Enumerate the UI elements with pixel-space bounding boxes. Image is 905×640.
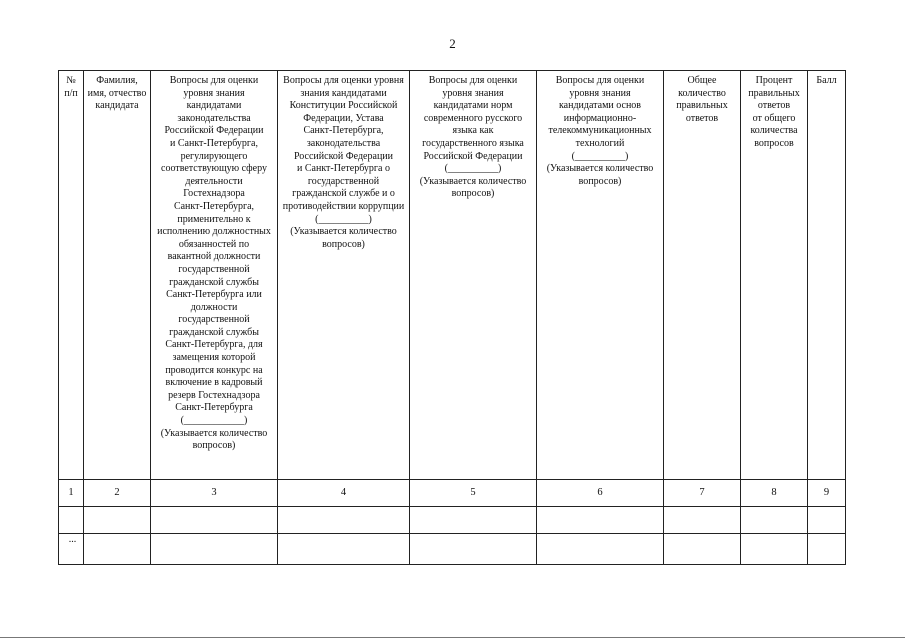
header-number: № п/п: [59, 71, 84, 480]
column-number: 6: [537, 480, 664, 507]
table-cell: [59, 507, 84, 534]
table-cell: [278, 507, 410, 534]
table-cell: [808, 534, 846, 565]
header-questions-legislation: Вопросы для оценки уровня знания кандидатами законодательства Российской Федерации и Санкт-Петербурга, регулирующего соответствующую сферу деятельности Гостехнадзора Санкт-Петербурга, применительно к исполнению должностных обязанностей по вакантной должности государственной гражданской службы Санкт-Петербурга или должности государственной гражданской службы Санкт-Петербурга, для замещения которой проводится конкурс на включение в кадровый резерв Гостехнадзора Санкт-Петербурга (____________) (Указывается количество вопросов): [151, 71, 278, 480]
table-cell: [537, 534, 664, 565]
table-cell: [84, 507, 151, 534]
column-number: 3: [151, 480, 278, 507]
page-number: 2: [449, 36, 456, 51]
column-number: 4: [278, 480, 410, 507]
table-row: [59, 534, 846, 565]
header-percent-correct: Процент правильных ответов от общего количества вопросов: [741, 71, 808, 480]
column-number: 1: [59, 480, 84, 507]
header-row: [59, 71, 846, 480]
table-cell: [151, 507, 278, 534]
table-cell: [741, 507, 808, 534]
table-cell: [278, 534, 410, 565]
header-score: Балл: [808, 71, 846, 480]
table-cell: [410, 507, 537, 534]
header-total-correct: Общее количество правильных ответов: [664, 71, 741, 480]
table-cell: [664, 507, 741, 534]
scan-edge-line: [0, 637, 905, 638]
table-cell: [537, 507, 664, 534]
header-questions-ict: Вопросы для оценки уровня знания кандидатами основ информационно- телекоммуникационных технологий (__________) (Указывается количество вопросов): [537, 71, 664, 480]
table-row: [59, 507, 846, 534]
column-number: 2: [84, 480, 151, 507]
table-cell: [410, 534, 537, 565]
header-candidate-name: Фамилия, имя, отчество кандидата: [84, 71, 151, 480]
column-number: 9: [808, 480, 846, 507]
table-cell: [741, 534, 808, 565]
column-number: 7: [664, 480, 741, 507]
candidate-evaluation-table: [58, 70, 846, 565]
table-cell: [664, 534, 741, 565]
header-questions-russian-language: Вопросы для оценки уровня знания кандидатами норм современного русского языка как государственного языка Российской Федерации (__________) (Указывается количество вопросов): [410, 71, 537, 480]
table-cell: [84, 534, 151, 565]
table-cell: [808, 507, 846, 534]
header-questions-constitution: Вопросы для оценки уровня знания кандидатами Конституции Российской Федерации, Устава Санкт-Петербурга, законодательства Российской Федерации и Санкт-Петербурга о государственной гражданской службе и о противодействии коррупции (__________) (Указывается количество вопросов): [278, 71, 410, 480]
continuation-mark: ...: [59, 534, 84, 565]
column-number-row: [59, 480, 846, 507]
column-number: 5: [410, 480, 537, 507]
column-number: 8: [741, 480, 808, 507]
table-cell: [151, 534, 278, 565]
